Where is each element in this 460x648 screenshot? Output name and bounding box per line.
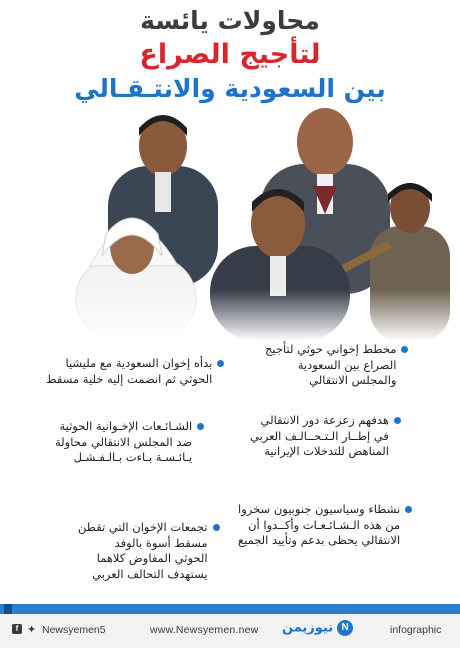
headline-line-2: لتأجيج الصراع <box>139 39 321 70</box>
headline-line-3: بين السعودية والانتـقـالي <box>74 74 386 103</box>
brand-logo-text: نيوزيمن <box>282 620 334 636</box>
brand-logo-icon: N <box>337 620 353 636</box>
footer-strip-marker <box>4 604 12 614</box>
bullet-item-3: هدفهم زعزعة دور الانتقالي في إطــار الـتـحــالـف العربي المناهض للتدخلات الإيرانية <box>250 413 389 460</box>
bullet-item-4: الشـائـعات الإخـوانية الحوثية ضد المجلس الانتقالي محاولة يـائـسـة بـاءت بـالـفـشـل <box>55 419 192 466</box>
bullet-dot <box>213 524 220 531</box>
social-handle[interactable]: Newsyemen5 <box>42 624 106 636</box>
bullet-item-6: تجمعات الإخوان التي تقطن مسقط أسوة بالوفد الحوثي المفاوض كلاهما يستهدف التحالف العربي <box>78 520 208 582</box>
brand-logo <box>282 620 353 636</box>
bullet-dot <box>394 417 401 424</box>
bullet-dot <box>405 506 412 513</box>
bullet-item-5: نشطاء وسياسيون جنوبيون سخروا من هذه الـشـائـعـات وأكــدوا أن الانتقالي يحظى بدعم وتأييد الجميع <box>238 502 400 549</box>
infographic-label: infographic <box>390 624 442 636</box>
bullet-item-1: مخطط إخواني حوثي لتأجيج الصراع بين السعودية والمجلس الانتقالي <box>265 342 396 389</box>
footer-accent-strip <box>0 604 460 614</box>
bullet-item-2: بدأه إخوان السعودية مع مليشيا الحوثي ثم انضمت إليه خلية مسقط <box>46 356 212 387</box>
headline-line-1: محاولات يائسة <box>140 6 320 35</box>
twitter-icon[interactable]: ✦ <box>27 624 37 636</box>
footer-row <box>0 618 460 644</box>
footer-bar <box>0 604 460 648</box>
website-link[interactable]: www.Newsyemen.new <box>150 624 259 636</box>
bullet-dot <box>401 346 408 353</box>
bullet-dot <box>217 360 224 367</box>
bullet-dot <box>197 423 204 430</box>
facebook-icon[interactable]: f <box>12 624 22 634</box>
